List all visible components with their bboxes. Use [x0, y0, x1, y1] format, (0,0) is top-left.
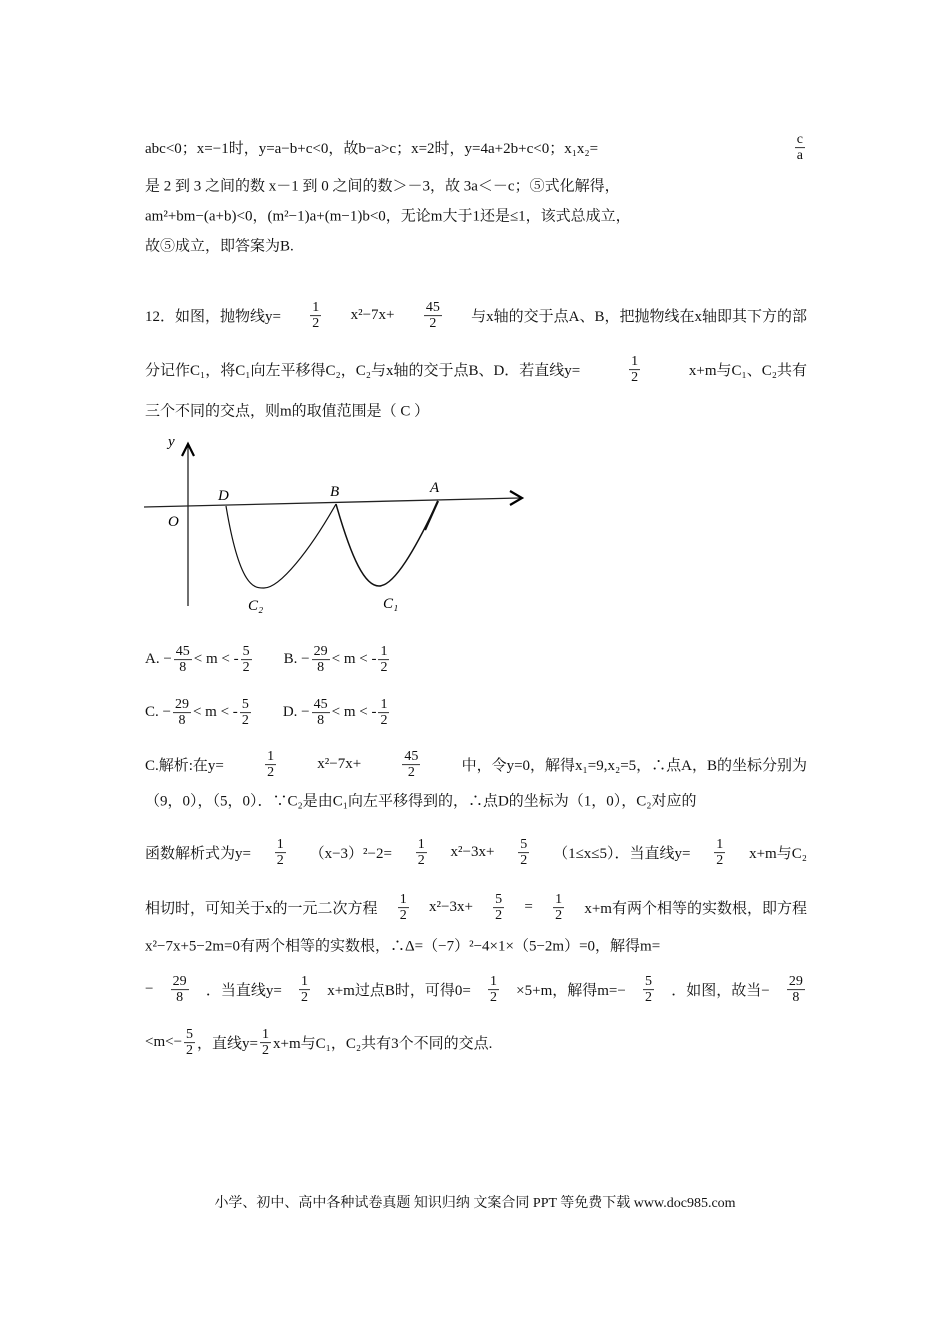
- text-segment: （1≤x≤5）．当直线y=: [553, 846, 691, 863]
- text-segment: x²−7x+: [350, 307, 395, 324]
- y-axis-label: y: [168, 434, 175, 450]
- curve-c1: [336, 501, 438, 586]
- text-line: [145, 790, 807, 811]
- text-segment: 分记作C₁，将C₁向左平移得C₂，C₂与x轴的交于点B、D．若直线y=: [145, 363, 581, 380]
- text-line: [145, 974, 807, 1006]
- text-segment: （x−3）²−2=: [309, 846, 392, 863]
- text-line: [145, 400, 807, 421]
- text-segment: 与x轴的交于点A、B，把抛物线在x轴即其下方的部: [471, 309, 807, 326]
- numerator: 45: [404, 749, 419, 765]
- point-a-label: A: [430, 480, 440, 496]
- text-segment: C. −: [145, 704, 171, 721]
- denominator: 8: [179, 660, 187, 676]
- text-segment: am²+bm−(a+b)<0，(m²−1)a+(m−1)b<0，无论m大于1还是≤1，该式总成立，: [145, 208, 631, 225]
- point-d-label: D: [218, 488, 229, 504]
- text-segment: （9，0），（5，0）．∵C₂是由C₁向左平移得到的，∴点D的坐标为（1，0），C₂对应的: [145, 793, 697, 810]
- numerator: 5: [241, 697, 249, 713]
- text-segment: A. −: [145, 651, 172, 668]
- curve-c2: [226, 504, 336, 588]
- text-segment: 相切时，可知关于x的一元二次方程: [145, 901, 378, 918]
- text-line: [145, 235, 807, 256]
- numerator: 1: [312, 300, 320, 316]
- text-line: [145, 644, 807, 676]
- text-line: [145, 175, 807, 196]
- text-line: [145, 132, 807, 164]
- numerator: 1: [417, 837, 425, 853]
- text-segment: < m < -: [331, 704, 377, 721]
- text-segment: x²−7x+5−2m=0有两个相等的实数根，∴Δ=（−7）²−4×1×（5−2m）=0，解得m=: [145, 938, 661, 955]
- text-line: [145, 354, 807, 386]
- text-segment: D. −: [252, 704, 310, 721]
- text-segment: abc<0；x=−1时，y=a−b+c<0，故b−a>c；x=2时，y=4a+2b+c<0；x₁x₂=: [145, 141, 599, 158]
- text-segment: 中，令y=0，解得x₁=9,x₂=5，∴点A，B的坐标分别为: [461, 758, 807, 775]
- fraction: [173, 697, 191, 729]
- point-b-label: B: [330, 484, 340, 500]
- denominator: 8: [178, 713, 186, 729]
- fraction: [241, 644, 252, 676]
- text-segment: < m < -: [193, 651, 239, 668]
- denominator: 2: [262, 1043, 270, 1059]
- text-segment: =: [524, 899, 533, 916]
- numerator: 29: [172, 974, 187, 990]
- text-segment: < m < -: [331, 651, 377, 668]
- denominator: 2: [241, 713, 249, 729]
- numerator: 1: [380, 697, 388, 713]
- text-segment: < m < -: [192, 704, 238, 721]
- denominator: 8: [317, 713, 325, 729]
- fraction: [265, 749, 276, 781]
- text-line: [145, 697, 807, 729]
- numerator: 1: [267, 749, 275, 765]
- text-segment: ．当直线y=: [205, 983, 282, 1000]
- fraction: [416, 837, 427, 869]
- text-segment: ．如图，故当−: [671, 983, 770, 1000]
- text-line: [145, 300, 807, 332]
- denominator: 2: [495, 908, 503, 924]
- numerator: 5: [242, 644, 250, 660]
- fraction: [312, 644, 330, 676]
- fraction: [299, 974, 310, 1006]
- denominator: 2: [645, 990, 653, 1006]
- origin-label: O: [168, 514, 179, 530]
- numerator: 45: [425, 300, 440, 316]
- text-segment: x+m过点B时，可得0=: [327, 983, 471, 1000]
- denominator: 2: [267, 765, 275, 781]
- numerator: 1: [555, 892, 563, 908]
- fraction: [424, 300, 442, 332]
- denominator: 2: [417, 853, 425, 869]
- curve-c1-end: [425, 501, 438, 530]
- numerator: 1: [716, 837, 724, 853]
- fraction: [312, 697, 330, 729]
- fraction: [787, 974, 805, 1006]
- denominator: 2: [380, 660, 388, 676]
- fraction: [171, 974, 189, 1006]
- denominator: 2: [186, 1043, 194, 1059]
- denominator: 2: [631, 370, 639, 386]
- text-segment: x²−7x+: [317, 756, 362, 773]
- fraction: [643, 974, 654, 1006]
- denominator: 2: [380, 713, 388, 729]
- text-segment: x+m与C₁、C₂共有: [688, 363, 807, 380]
- fraction: [714, 837, 725, 869]
- denominator: 2: [407, 765, 415, 781]
- numerator: 1: [276, 837, 284, 853]
- text-segment: x+m有两个相等的实数根，即方程: [584, 901, 807, 918]
- fraction: [488, 974, 499, 1006]
- text-segment: ，直线y=: [197, 1036, 259, 1053]
- fraction: [310, 300, 321, 332]
- fraction: [795, 132, 805, 164]
- numerator: 5: [495, 892, 503, 908]
- denominator: 2: [716, 853, 724, 869]
- denominator: 8: [792, 990, 800, 1006]
- fraction: [184, 1027, 195, 1059]
- text-segment: 三个不同的交点，则m的取值范围是（ C ）: [145, 403, 430, 420]
- denominator: 2: [520, 853, 528, 869]
- text-segment: −: [145, 981, 154, 998]
- text-segment: B. −: [253, 651, 310, 668]
- fraction: [260, 1027, 271, 1059]
- numerator: 1: [489, 974, 497, 990]
- numerator: 5: [520, 837, 528, 853]
- denominator: 8: [317, 660, 325, 676]
- fraction: [174, 644, 192, 676]
- numerator: 29: [788, 974, 803, 990]
- fraction: [553, 892, 564, 924]
- text-line: [145, 1027, 807, 1059]
- denominator: 2: [301, 990, 308, 1006]
- denominator: 2: [399, 908, 407, 924]
- fraction: [518, 837, 529, 869]
- numerator: 45: [313, 697, 328, 713]
- fraction: [493, 892, 504, 924]
- text-segment: <m<−: [145, 1034, 183, 1051]
- denominator: 2: [429, 316, 437, 332]
- fraction: [402, 749, 420, 781]
- denominator: 2: [312, 316, 320, 332]
- fraction: [378, 644, 389, 676]
- text-line: [145, 837, 807, 869]
- text-segment: 故⑤成立，即答案为B.: [145, 238, 294, 255]
- denominator: 8: [176, 990, 184, 1006]
- page-footer: 小学、初中、高中各种试卷真题 知识归纳 文案合同 PPT 等免费下载 www.doc985.com: [214, 1196, 736, 1211]
- text-line: [145, 935, 807, 956]
- numerator: 45: [175, 644, 190, 660]
- numerator: 5: [186, 1027, 194, 1043]
- fraction: [240, 697, 251, 729]
- text-segment: x²−3x+: [428, 899, 473, 916]
- fraction: [398, 892, 409, 924]
- text-segment: x+m与C₂: [749, 846, 807, 863]
- numerator: 1: [399, 892, 407, 908]
- text-segment: 函数解析式为y=: [145, 846, 251, 863]
- denominator: 2: [489, 990, 497, 1006]
- fraction: [275, 837, 286, 869]
- denominator: a: [796, 148, 803, 164]
- text-segment: 12．如图，抛物线y=: [145, 309, 281, 326]
- fraction: [629, 354, 640, 386]
- numerator: 1: [301, 974, 308, 990]
- curve-c1-label: C₁: [383, 596, 399, 612]
- denominator: 2: [276, 853, 284, 869]
- numerator: 29: [313, 644, 328, 660]
- denominator: 2: [242, 660, 250, 676]
- text-line: [145, 892, 807, 924]
- parabola-diagram: [140, 430, 540, 620]
- numerator: 5: [645, 974, 653, 990]
- text-segment: ×5+m，解得m=−: [516, 983, 626, 1000]
- text-line: [145, 205, 807, 226]
- numerator: 29: [174, 697, 189, 713]
- numerator: c: [796, 132, 803, 148]
- fraction: [378, 697, 389, 729]
- text-segment: x²−3x+: [450, 844, 495, 861]
- text-line: [145, 749, 807, 781]
- curve-c2-label: C₂: [248, 598, 264, 614]
- numerator: 1: [631, 354, 639, 370]
- numerator: 1: [380, 644, 388, 660]
- denominator: 2: [555, 908, 563, 924]
- text-segment: C.解析:在y=: [145, 758, 224, 775]
- text-segment: 是 2 到 3 之间的数 x－1 到 0 之间的数＞－3，故 3a＜－c；⑤式化解得，: [145, 178, 620, 195]
- text-segment: x+m与C₁，C₂共有3个不同的交点.: [273, 1036, 493, 1053]
- numerator: 1: [262, 1027, 270, 1043]
